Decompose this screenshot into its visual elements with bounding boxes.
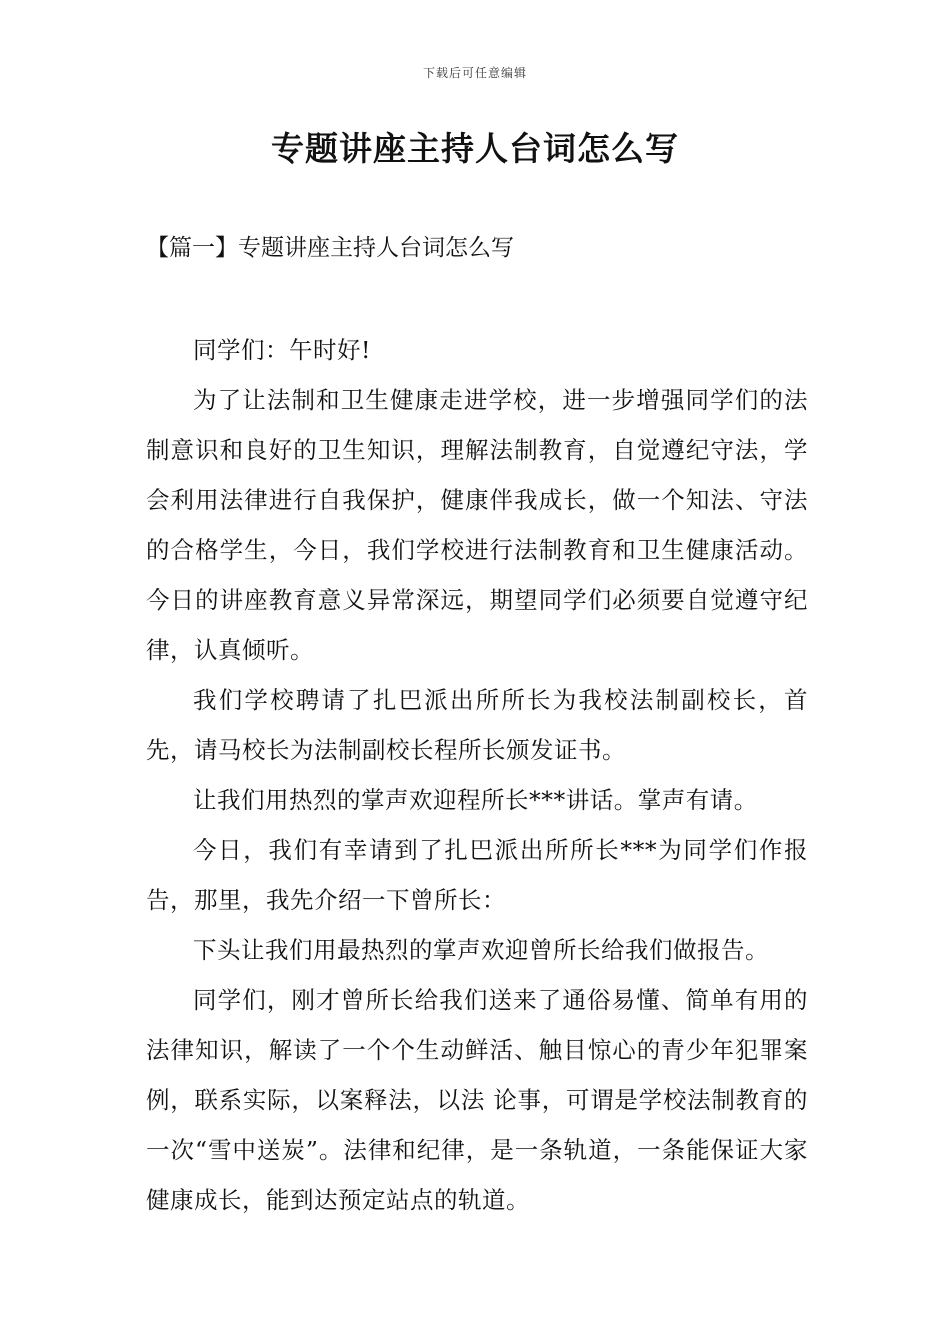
document-body (146, 325, 808, 1225)
paragraph-certificate: 我们学校聘请了扎巴派出所所长为我校法制副校长，首先，请马校长为法制副校长程所长颁发证书。 (146, 686, 808, 764)
paragraph-welcome-cheng: 让我们用热烈的掌声欢迎程所长***讲话。掌声有请。 (193, 786, 758, 814)
paragraph-intro: 为了让法制和卫生健康走进学校，进一步增强同学们的法制意识和良好的卫生知识，理解法制教育，自觉遵纪守法，学会利用法律进行自我保护，健康伴我成长，做一个知法、守法的合格学生，今日，我们学校进行法制教育和卫生健康活动。今日的讲座教育意义异常深远，期望同学们必须要自觉遵守纪律，认真倾听。 (146, 386, 808, 664)
paragraph-introduce-zeng: 今日，我们有幸请到了扎巴派出所所长***为同学们作报告，那里，我先介绍一下曾所长： (146, 836, 808, 914)
paragraph-greeting: 同学们：午时好! (193, 336, 371, 364)
paragraph-summary: 同学们，刚才曾所长给我们送来了通俗易懂、简单有用的法律知识，解读了一个个生动鲜活、触目惊心的青少年犯罪案例，联系实际，以案释法，以法 论事，可谓是学校法制教育的一次“雪中送炭”。法律和纪律，是一条轨道，一条能保证大家健康成长，能到达预定站点的轨道。 (146, 986, 808, 1214)
paragraph-welcome-zeng: 下头让我们用最热烈的掌声欢迎曾所长给我们做报告。 (193, 936, 769, 964)
section-heading: 【篇一】专题讲座主持人台词怎么写 (146, 235, 514, 261)
header-note: 下载后可任意编辑 (422, 66, 527, 80)
document-title: 专题讲座主持人台词怎么写 (271, 129, 679, 168)
